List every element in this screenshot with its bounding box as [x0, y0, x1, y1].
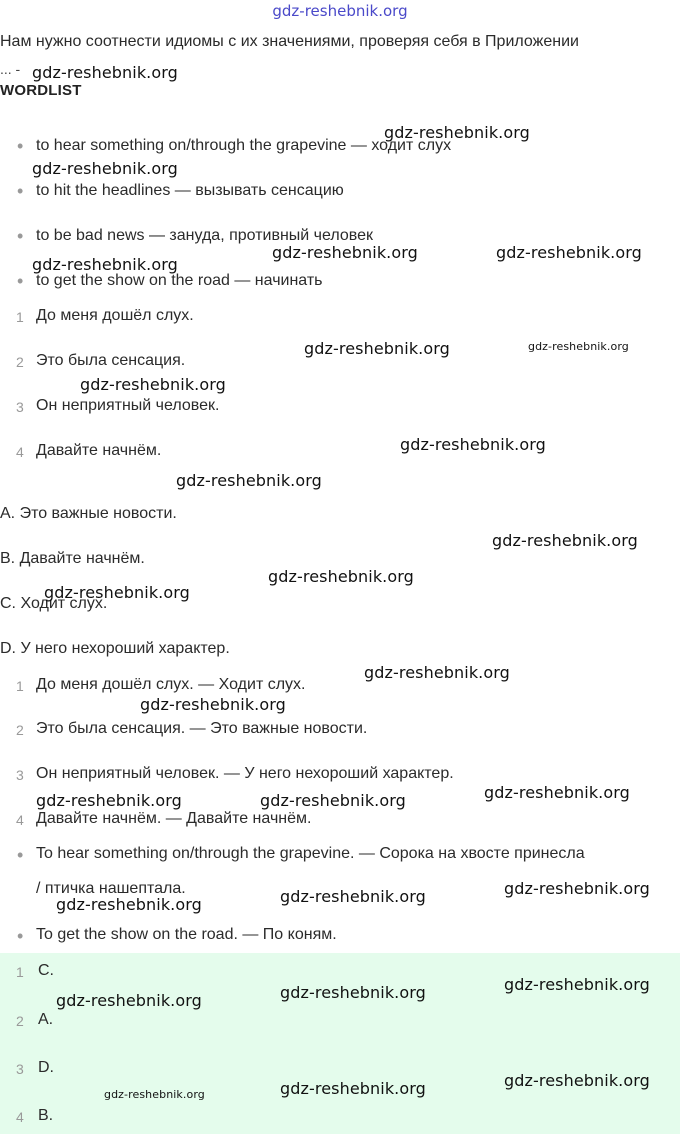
bullet-icon: • — [17, 226, 24, 246]
list-number: 4 — [16, 812, 24, 828]
list-number: 3 — [16, 1061, 24, 1077]
answer-item: C. — [38, 962, 54, 979]
watermark: gdz-reshebnik.org — [492, 531, 638, 550]
wordlist-heading: WORDLIST — [0, 82, 82, 99]
watermark: gdz-reshebnik.org — [80, 375, 226, 394]
answer-item: A. — [38, 1011, 54, 1028]
bullet-icon: • — [17, 136, 24, 156]
wordlist-item: to get the show on the road — начинать — [36, 272, 323, 289]
wordlist-item: to hit the headlines — вызывать сенсацию — [36, 182, 344, 199]
sentence-item: До меня дошёл слух. — [36, 307, 194, 324]
equivalent-item: To get the show on the road. — По коням. — [36, 926, 337, 943]
sentence-item: Давайте начнём. — [36, 442, 162, 459]
match-item: Это была сенсация. — Это важные новости. — [36, 720, 368, 737]
watermark: gdz-reshebnik.org — [280, 887, 426, 906]
match-item: До меня дошёл слух. — Ходит слух. — [36, 676, 306, 693]
watermark: gdz-reshebnik.org — [268, 567, 414, 586]
meaning-item: C. Ходит слух. — [0, 595, 108, 612]
intro-text: Нам нужно соотнести идиомы с их значениями, проверяя себя в Приложении — [0, 33, 579, 50]
list-number: 4 — [16, 1109, 24, 1125]
watermark: gdz-reshebnik.org — [504, 879, 650, 898]
watermark: gdz-reshebnik.org — [32, 255, 178, 274]
watermark: gdz-reshebnik.org — [104, 1088, 205, 1101]
list-number: 1 — [16, 678, 24, 694]
watermark: gdz-reshebnik.org — [56, 991, 202, 1010]
wordlist-item: to be bad news — зануда, противный человек — [36, 227, 374, 244]
meaning-item: B. Давайте начнём. — [0, 550, 145, 567]
answer-item: B. — [38, 1107, 54, 1124]
watermark: gdz-reshebnik.org — [44, 583, 190, 602]
watermark: gdz-reshebnik.org — [504, 975, 650, 994]
watermark: gdz-reshebnik.org — [280, 983, 426, 1002]
list-number: 1 — [16, 964, 24, 980]
intro-dash: ... - — [0, 61, 21, 77]
sentence-item: Он неприятный человек. — [36, 397, 220, 414]
watermark: gdz-reshebnik.org — [176, 471, 322, 490]
list-number: 4 — [16, 444, 24, 460]
watermark: gdz-reshebnik.org — [484, 783, 630, 802]
watermark: gdz-reshebnik.org — [56, 895, 202, 914]
bullet-icon: • — [17, 181, 24, 201]
match-item: Он неприятный человек. — У него нехороший характер. — [36, 765, 454, 782]
watermark: gdz-reshebnik.org — [504, 1071, 650, 1090]
watermark: gdz-reshebnik.org — [304, 339, 450, 358]
watermark: gdz-reshebnik.org — [528, 340, 629, 353]
watermark: gdz-reshebnik.org — [272, 243, 418, 262]
meaning-item: A. Это важные новости. — [0, 505, 177, 522]
watermark: gdz-reshebnik.org — [260, 791, 406, 810]
meaning-item: D. У него нехороший характер. — [0, 640, 230, 657]
wordlist-item: to hear something on/through the grapevine — ходит слух — [36, 137, 452, 154]
answer-item: D. — [38, 1059, 54, 1076]
watermark: gdz-reshebnik.org — [496, 243, 642, 262]
watermark: gdz-reshebnik.org — [384, 123, 530, 142]
watermark: gdz-reshebnik.org — [32, 159, 178, 178]
list-number: 1 — [16, 309, 24, 325]
watermark: gdz-reshebnik.org — [36, 791, 182, 810]
bullet-icon: • — [17, 845, 24, 865]
list-number: 3 — [16, 399, 24, 415]
watermark: gdz-reshebnik.org — [140, 695, 286, 714]
bullet-icon: • — [17, 926, 24, 946]
sentence-item: Это была сенсация. — [36, 352, 186, 369]
list-number: 2 — [16, 354, 24, 370]
watermark: gdz-reshebnik.org — [280, 1079, 426, 1098]
list-number: 3 — [16, 767, 24, 783]
equivalent-item: To hear something on/through the grapevine. — Сорока на хвосте принесла — [36, 845, 585, 862]
match-item: Давайте начнём. — Давайте начнём. — [36, 810, 312, 827]
list-number: 2 — [16, 722, 24, 738]
bullet-icon: • — [17, 271, 24, 291]
site-title[interactable]: gdz-reshebnik.org — [272, 2, 408, 20]
watermark: gdz-reshebnik.org — [400, 435, 546, 454]
watermark: gdz-reshebnik.org — [364, 663, 510, 682]
watermark: gdz-reshebnik.org — [32, 63, 178, 82]
list-number: 2 — [16, 1013, 24, 1029]
equivalent-item-continued: / птичка нашептала. — [36, 880, 186, 897]
